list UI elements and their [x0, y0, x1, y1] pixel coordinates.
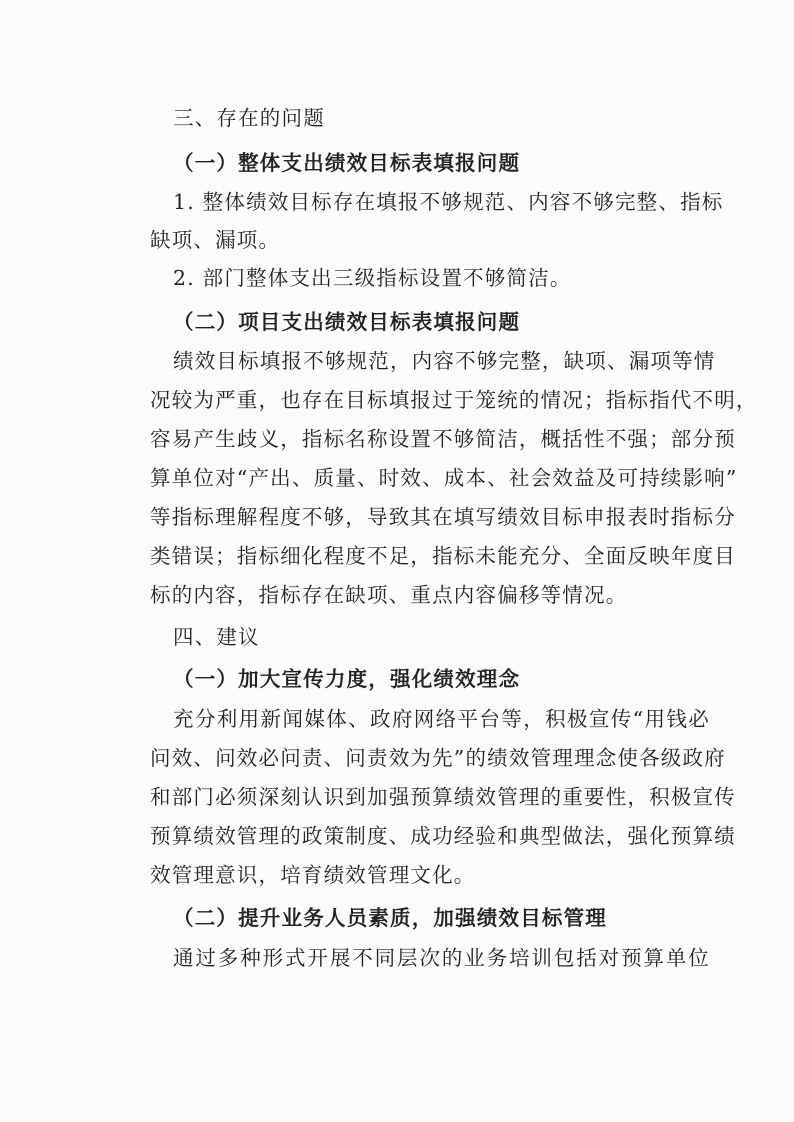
paragraph-line: 类错误；指标细化程度不足，指标未能充分、全面反映年度目 [150, 544, 736, 568]
paragraph-line: 通过多种形式开展不同层次的业务培训包括对预算单位 [173, 946, 710, 970]
paragraph-line: 预算绩效管理的政策制度、成功经验和典型做法，强化预算绩 [150, 824, 736, 848]
paragraph-line: 和部门必须深刻认识到加强预算绩效管理的重要性，积极宣传 [150, 785, 736, 809]
paragraph-line: 容易产生歧义，指标名称设置不够简洁，概括性不强；部分预 [150, 427, 736, 451]
subheading-project-expenditure: （二）项目支出绩效目标表填报问题 [173, 310, 521, 334]
subheading-overall-expenditure: （一）整体支出绩效目标表填报问题 [173, 151, 521, 175]
paragraph-line: 况较为严重，也存在目标填报过于笼统的情况；指标指代不明， [150, 388, 758, 412]
paragraph-line: 1. 整体绩效目标存在填报不够规范、内容不够完整、指标 [173, 190, 724, 214]
paragraph-line: 2. 部门整体支出三级指标设置不够简洁。 [173, 266, 572, 290]
section-heading-suggestions: 四、建议 [173, 625, 260, 649]
paragraph-line: 效管理意识，培育绩效管理文化。 [150, 863, 476, 887]
paragraph-line: 缺项、漏项。 [150, 228, 281, 252]
section-heading-problems: 三、存在的问题 [173, 106, 325, 130]
paragraph-line: 等指标理解程度不够，导致其在填写绩效目标申报表时指标分 [150, 505, 736, 529]
subheading-publicity: （一）加大宣传力度，强化绩效理念 [173, 667, 521, 691]
subheading-personnel-quality: （二）提升业务人员素质，加强绩效目标管理 [173, 906, 607, 930]
paragraph-line: 标的内容，指标存在缺项、重点内容偏移等情况。 [150, 583, 628, 607]
paragraph-line: 绩效目标填报不够规范，内容不够完整，缺项、漏项等情 [173, 349, 716, 373]
paragraph-line: 问效、问效必问责、问责效为先”的绩效管理理念使各级政府 [150, 746, 726, 770]
paragraph-line: 算单位对“产出、质量、时效、成本、社会效益及可持续影响” [150, 466, 738, 490]
paragraph-line: 充分利用新闻媒体、政府网络平台等，积极宣传“用钱必 [173, 707, 710, 731]
